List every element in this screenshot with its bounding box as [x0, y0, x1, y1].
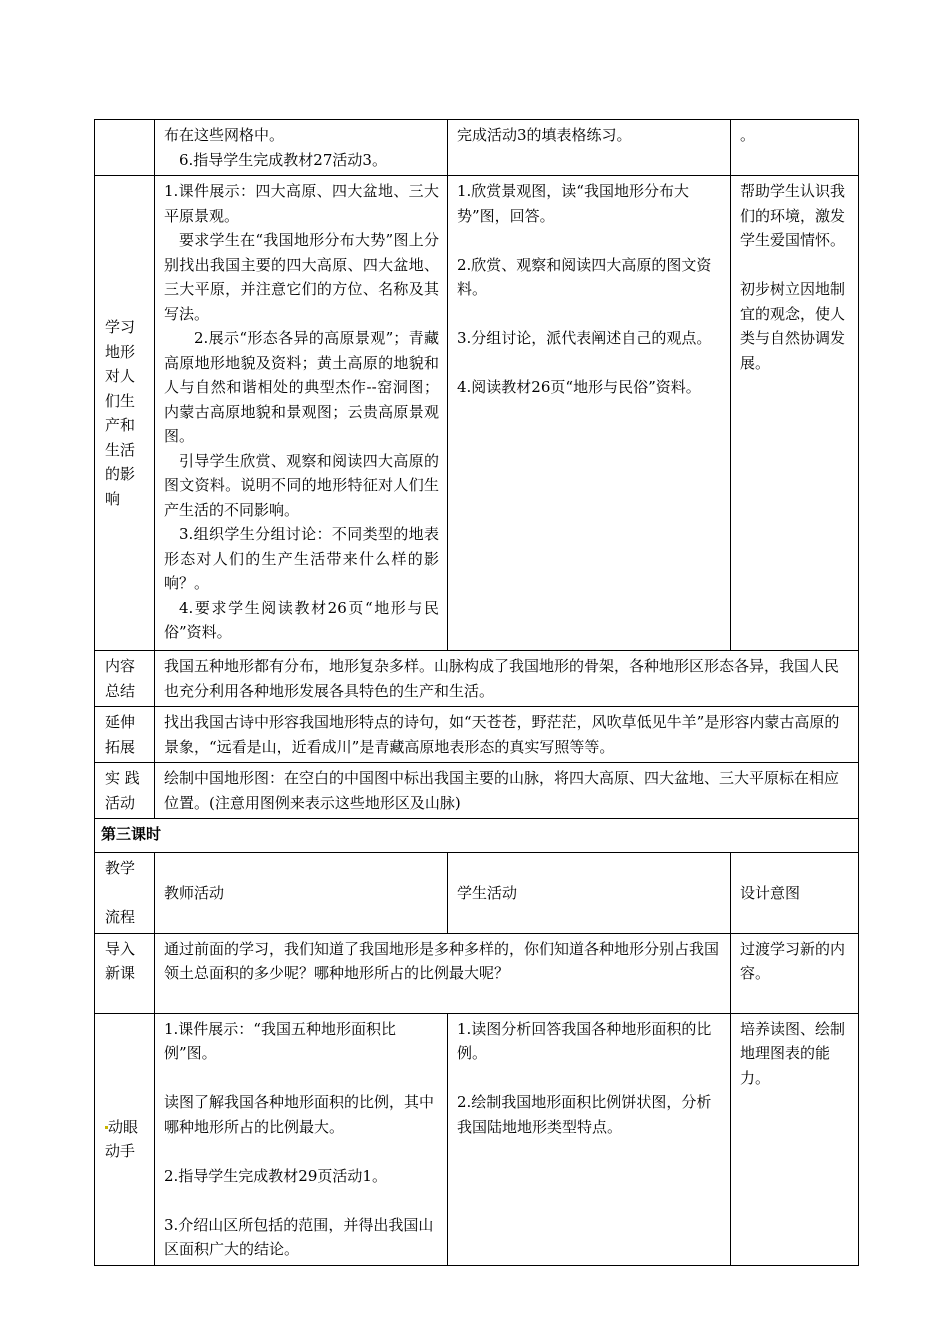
section-title: 第三课时 — [95, 819, 859, 853]
impact-student-p4: 4.阅读教材26页“地形与民俗”资料。 — [457, 378, 701, 396]
handson-teacher-p4: 3.介绍山区所包括的范围，并得出我国山区面积广大的结论。 — [164, 1215, 434, 1258]
header-intent: 设计意图 — [731, 853, 859, 934]
extend-row — [95, 707, 859, 763]
handson-row — [95, 1013, 859, 1265]
impact-teacher-p1: 1.课件展示：四大高原、四大盆地、三大平原景观。 — [164, 182, 439, 225]
header-teacher: 教师活动 — [155, 853, 448, 934]
extend-label: 延伸拓展 — [95, 707, 155, 763]
impact-teacher-p6: 4.要求学生阅读教材26页“地形与民俗”资料。 — [164, 598, 439, 641]
continued-intent-cell: 。 — [731, 120, 859, 176]
impact-teacher-p4: 引导学生欣赏、观察和阅读四大高原的图文资料。说明不同的地形特征对人们生产生活的不同影响。 — [164, 451, 439, 519]
handson-student-p1: 1.读图分析回答我国各种地形面积的比例。 — [457, 1019, 712, 1062]
impact-student-p3: 3.分组讨论，派代表阐述自己的观点。 — [457, 329, 712, 347]
header-label-bottom: 流程 — [105, 908, 136, 926]
continued-row — [95, 120, 859, 176]
impact-teacher-p3: 2.展示“形态各异的高原景观”；青藏高原地形地貌及资料；黄土高原的地貌和人与自然和谐相处的典型杰作--窑洞图；内蒙古高原地貌和景观图；云贵高原景观图。 — [164, 329, 439, 445]
summary-label: 内容总结 — [95, 651, 155, 707]
header-student: 学生活动 — [448, 853, 731, 934]
handson-label: 动眼动手 — [105, 1117, 139, 1160]
extend-text: 找出我国古诗中形容我国地形特点的诗句，如“天苍苍，野茫茫，风吹草低见牛羊”是形容内蒙古高原的景象，“远看是山，近看成川”是青藏高原地表形态的真实写照等等。 — [155, 707, 859, 763]
impact-row — [95, 176, 859, 651]
continued-teacher-line-1: 布在这些网格中。 — [164, 126, 285, 144]
lesson-plan-table — [94, 119, 859, 1266]
impact-label: 学习地形对人们生产和生活的影响 — [95, 176, 155, 651]
impact-teacher-p2: 要求学生在“我国地形分布大势”图上分别找出我国主要的四大高原、四大盆地、三大平原，并注意它们的方位、名称及其写法。 — [164, 231, 439, 323]
impact-student-p2: 2.欣赏、观察和阅读四大高原的图文资料。 — [457, 255, 712, 298]
header-label-cell — [95, 853, 155, 934]
impact-teacher-p5: 3.组织学生分组讨论：不同类型的地表形态对人们的生产生活带来什么样的影响？。 — [164, 525, 439, 592]
summary-text: 我国五种地形都有分布，地形复杂多样。山脉构成了我国地形的骨架，各种地形区形态各异，我国人民也充分利用各种地形发展各具特色的生产和生活。 — [155, 651, 859, 707]
handson-teacher-p2: 读图了解我国各种地形面积的比例，其中哪种地形所占的比例最大。 — [164, 1093, 435, 1136]
handson-teacher-p3: 2.指导学生完成教材29页活动1。 — [164, 1166, 387, 1185]
intro-row — [95, 933, 859, 1013]
section-title-row — [95, 819, 859, 853]
impact-intent-cell — [731, 176, 859, 651]
continued-teacher-line-2: 6.指导学生完成教材27活动3。 — [179, 150, 387, 169]
handson-student-cell — [448, 1013, 731, 1265]
impact-intent-p2: 初步树立因地制宜的观念，使人类与自然协调发展。 — [740, 280, 846, 372]
intro-label: 导入新课 — [95, 933, 155, 1013]
summary-row — [95, 651, 859, 707]
continued-label-cell — [95, 120, 155, 176]
practice-text: 绘制中国地形图：在空白的中国图中标出我国主要的山脉，将四大高原、四大盆地、三大平原标在相应位置。(注意用图例来表示这些地形区及山脉) — [155, 763, 859, 819]
impact-teacher-cell — [155, 176, 448, 651]
impact-student-p1: 1.欣赏景观图，读“我国地形分布大势”图，回答。 — [457, 182, 689, 225]
header-label-top: 教学 — [105, 859, 136, 877]
intro-intent: 过渡学习新的内容。 — [731, 933, 859, 1013]
header-row — [95, 853, 859, 934]
impact-student-cell — [448, 176, 731, 651]
handson-intent: 培养读图、绘制地理图表的能力。 — [731, 1013, 859, 1265]
handson-label-cell — [95, 1013, 155, 1265]
intro-text: 通过前面的学习，我们知道了我国地形是多种多样的，你们知道各种地形分别占我国领土总面积的多少呢？哪种地形所占的比例最大呢？ — [155, 933, 731, 1013]
handson-student-p2: 2.绘制我国地形面积比例饼状图，分析我国陆地地形类型特点。 — [457, 1093, 712, 1136]
continued-teacher-cell — [155, 120, 448, 176]
practice-row — [95, 763, 859, 819]
handson-teacher-cell — [155, 1013, 448, 1265]
handson-teacher-p1: 1.课件展示：“我国五种地形面积比例”图。 — [164, 1019, 396, 1062]
practice-label: 实 践活动 — [95, 763, 155, 819]
impact-intent-p1: 帮助学生认识我们的环境，激发学生爱国情怀。 — [740, 182, 846, 249]
continued-student-cell: 完成活动3的填表格练习。 — [448, 120, 731, 176]
